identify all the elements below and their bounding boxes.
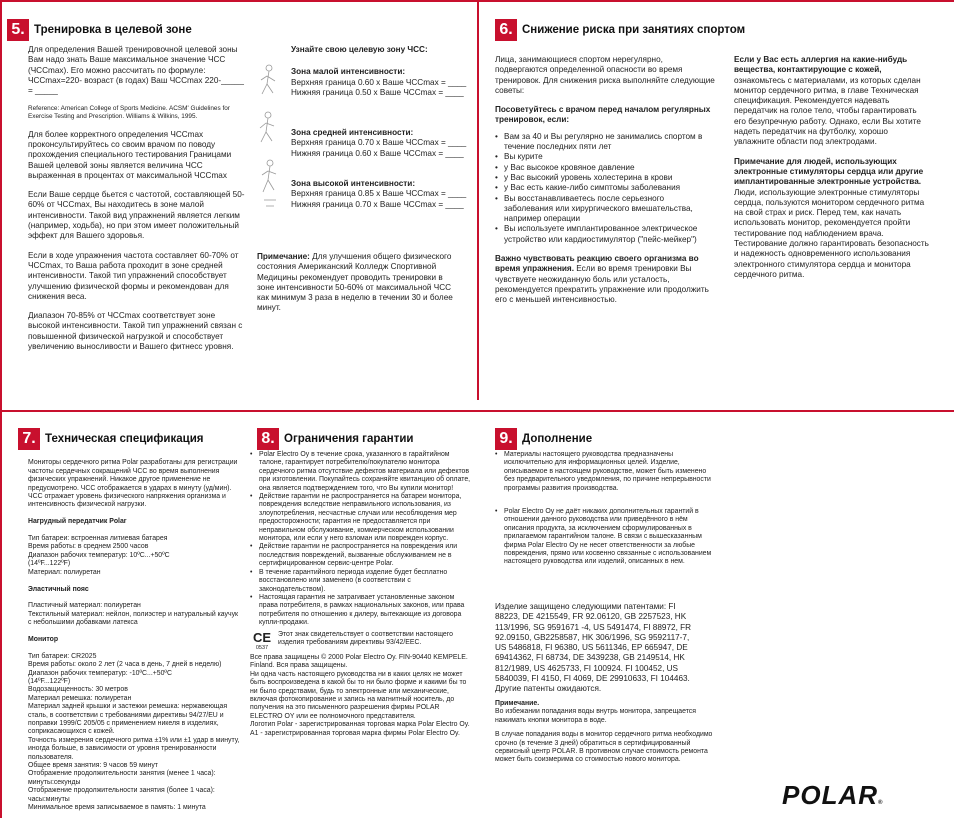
s9-note1: Во избежании попадания воды внутрь монитора, запрещается нажимать кнопки монитора в воде.: [495, 708, 696, 724]
section-8-number: 8.: [257, 428, 279, 450]
s6-feel: Если во время тренировки Вы чувствуете неожиданную боль или усталость, рекомендуется прекратить упражнение или продолжить его с меньшей интенсивностью.: [495, 264, 709, 305]
section-9-header: [495, 428, 592, 450]
s7-mon: Тип батареи: CR2025 Время работы: около 2 лет (2 часа в день, 7 дней в неделю) Диапазон рабочих температур: -10ºC...+50ºC (14ºF...122ºF) Водозащищенность: 30 метров Материал ремешка: полиуретан Материал задней крышки и застежки ремешка: нержавеющая сталь, в соответствии с требованиями директивы 94/27/EU и поправки 1999/С 205/05 с применением никеля в изделиях, соприкасающихся с кожей. Точность измерения сердечного ритма ±1% или ±1 удар в минуту, иногда больше, в зависимости от уровня тренированности пользователя. Общее время занятия: 9 часов 59 минут Отображение продолжительности занятия (менее 1 часа): минуты:секунды Отображение продолжительности занятия (более 1 часа): часы:минуты Минимальное время записываемое в память: 1 минута: [28, 652, 240, 812]
list-item: • Вы используете имплантированное электрическое устройство или кардиостимулятор ("пейс-мейкер"): [495, 224, 715, 245]
section-5-zones: [291, 45, 471, 210]
section-8-text: [250, 451, 472, 738]
list-item: • В течение гарантийного периода изделие будет бесплатно восстановлено или заменено (в соответствии с законодательством).: [250, 569, 472, 594]
s9-list: [495, 451, 717, 567]
list-item: • Вам за 40 и Вы регулярно не занимались спортом в течение последних пяти лет: [495, 132, 715, 153]
section-5-number: 5.: [7, 19, 29, 41]
polar-logo: [782, 780, 883, 811]
s6-pace: Люди, использующие электронные стимуляторы сердца, пользуются монитором сердечного ритма на свой страх и риск. Перед тем, как начать использовать монитор, рекомендуется пройти тестирование под наблюдением врача. Тестирование должно гарантировать безопасность и надежность одновременного использования электронного стимулятора сердца и монитора сердечного ритма.: [734, 187, 929, 279]
high-zone-title: Зона высокой интенсивности:: [291, 179, 416, 189]
section-9-title: Дополнение: [522, 433, 593, 445]
high-zone-lower: Нижняя граница 0.70 x Ваше ЧССmax = ____: [291, 199, 464, 209]
ce-block: [250, 631, 472, 652]
list-item: • Polar Electro Oy в течение срока, указанного в гарайтийном талоне, гарантирует потребителю/покупателю монитора сердечного ритма отсутствие дефектов материала или дефектов при изготовлении. Покупайтесь сохраняйте квитанцию об оплате, она является подтверждением того, что Вы купили монитор!: [250, 451, 472, 493]
runner-figure: [252, 60, 286, 215]
s6-allergy-bold: Если у Вас есть аллергия на какие-нибудь вещества, контактирующие с кожей,: [734, 55, 908, 75]
ce-mark: [250, 631, 274, 652]
list-item: • Polar Electro Oy не даёт никаких дополнительных гарантий в отношении данного руководства или приведённого в нём описания продукта, за исключением сформулированных в прилагаемом гарантийном талоне. В связи с вышесказанным фирма Polar Electro Oy не несет ответственности за любые повреждения, прямо или косвенно связанные с использованием настоящего руководства или изделий, описанных в нем.: [495, 508, 717, 567]
section-6-left: [495, 55, 715, 315]
section-5-header: [7, 19, 192, 41]
section-9-number: 9.: [495, 428, 517, 450]
section-8-title: Ограничения гарантии: [284, 433, 414, 445]
section-7-text: [28, 451, 240, 821]
s6-allergy: ознакомьтесь с материалами, из которых сделан монитор сердечного ритма, в главе Техническая спецификация. Рекомендуется надевать передатчик на голое тело, чтобы гарантировать его безупречную работу. Однако, если Вы хотите надеть передатчик на футболку, хорошо увлажните области под электродами.: [734, 75, 921, 147]
high-zone-upper: Верхняя граница 0.85 x Ваше ЧССmax = ____: [291, 189, 467, 199]
section-6-right: [734, 55, 930, 289]
ce-logo: CE: [252, 629, 272, 645]
ce-text: Этот знак свидетельствует о соответствии настоящего изделия требованиям директивы 93/42/EEC.: [278, 630, 453, 646]
zones-title: Узнайте свою целевую зону ЧСС:: [291, 45, 428, 54]
section-7-number: 7.: [18, 428, 40, 450]
ce-number: 0537: [255, 644, 269, 651]
s9-patents: Изделие защищено следующими патентами: FI 88223, DE 4215549, FR 92.06120, GB 2257523, HK 113/1996, SG 9591671 -4, US 5491474, FI 88972, FR 92.09150, GB2258587, HK 306/1996, SG 9592117-7, US 5486818, FI 96380, US 5611346, EP 665947, DE 69414362, FI 68734, DE 3439238, GB 2149514, HK 812/1989, US 4625733, FI 100924. FI 100452, US 5840039, FI 4150, FI 4069, DE 29910633, FI 104463. Другие патенты ожидаются.: [495, 602, 692, 694]
middle-rule: [0, 410, 954, 412]
s6-feel-bold: Важно чувствовать реакцию своего организма во время упражнения.: [495, 254, 699, 274]
s7-intro: Мониторы сердечного ритма Polar разработаны для регистрации частоты сердечных сокращений ЧСС во время выполнения физических упражнений. Никакое другое применение не предусмотрено. ЧСС отображается в ударах в минуту (уд/мин). ЧСС отражает уровень физического напряжения организма и интенсивность физической нагрузки.: [28, 459, 238, 509]
list-item: • Материалы настоящего руководства предназначены исключительно для информационных целей. Изделие, описываемое в настоящем руководстве, может быть изменено без предварительного уведомления, по причине непрерывности программы развития производства.: [495, 451, 717, 493]
s8-list: [250, 451, 472, 628]
registered-mark: ®: [878, 800, 884, 806]
low-zone-title: Зона малой интенсивности:: [291, 67, 406, 77]
section-6-header: [495, 19, 745, 41]
s8-copyright: Все права защищены © 2000 Polar Electro Oy. FIN-90440 KEMPELE. Finland. Вся права защищены. Ни одна часть настоящего руководства ни в каких целях не может быть воспроизведена в какой бы то ни было форме и какими бы то ни было средствами, будь то электронные или механические, включая фотокопирование и запись на магнитный носитель, до получения на это письменного разрешения фирмы POLAR ELECTRO OY или ее полномочного представителя. Логотип Polar - зарегистрированная торговая марка Polar Electro Oy. A1 - зарегистрированная торговая марка фирмы Polar Electro Oy.: [250, 653, 470, 737]
mid-zone-lower: Нижняя граница 0.60 x Ваше ЧССmax = ____: [291, 148, 464, 158]
section-5-title: Тренировка в целевой зоне: [34, 24, 192, 36]
list-item: • у Вас высокое кровяное давление: [495, 163, 715, 173]
section-6-number: 6.: [495, 19, 517, 41]
section-8-header: [257, 428, 414, 450]
polar-logo-text: POLAR: [782, 780, 878, 810]
s7-mon-title: Монитор: [28, 635, 59, 643]
s9-note-title: Примечание.: [495, 700, 540, 707]
section-5-note: [257, 252, 457, 314]
s5-reference: Reference: American College of Sports Medicine. ACSM' Guidelines for Exercise Testing and Prescription. Williams & Wilkins, 1995.: [28, 105, 230, 121]
s5-p4: Если в ходе упражнения частота составляет 60-70% от ЧССmax, то Ваша работа проходит в зоне средней интенсивности. Такой тип упражнений способствует улучшению физической формы и рекомендован для снижения веса.: [28, 250, 239, 301]
s7-belt: Пластичный материал: полиуретан Текстильный материал: нейлон, полиэстер и натуральный каучук с небольшими добавками латекса: [28, 602, 239, 627]
section-7-title: Техническая спецификация: [45, 433, 204, 445]
list-item: • у Вас высокий уровень холестерина в крови: [495, 173, 715, 183]
s5-note-label: Примечание:: [257, 252, 310, 261]
mid-zone-upper: Верхняя граница 0.70 x Ваше ЧССmax = ____: [291, 138, 467, 148]
s5-p5: Диапазон 70-85% от ЧССmax соответствует зоне высокой интенсивности. Такой тип упражнений связан с повышенной физической нагрузкой и способствует увеличению выносливости и Вашего фитнесс уровня.: [28, 311, 243, 352]
s7-tx: Тип батареи: встроенная литиевая батарея Время работы: в среднем 2500 часов Диапазон рабочих температур: 10ºC...+50ºC (14ºF...122ºF) Материал: полиуретан: [28, 535, 170, 576]
list-item: • Действие гарантии не распространяется на повреждения или последствия повреждений, вызванные обслуживанием не в сертифицированном сервис-центре Polar.: [250, 543, 472, 568]
list-item: • Настоящая гарантия не затрагивает установленные законом права потребителя, в рамках национальных законов, или права потребителя по отношению к дилеру, вытекающие из договора купли-продажи.: [250, 594, 472, 628]
s5-note-text: Для улучшения общего физического состояния Американский Колледж Спортивной Медицины рекомендует проводить тренировки в зоне интенсивности 50-60% от максимальной ЧСС как минимум 3 раза в неделю в течении 30 и более минут.: [257, 252, 453, 313]
s6-consult: Посоветуйтесь с врачом перед началом регулярных тренировок, если:: [495, 105, 711, 125]
left-rule: [0, 0, 2, 818]
section-7-header: [18, 428, 204, 450]
list-item: • Действие гарантии не распространяется на батареи монитора, повреждения вследствие неправильного использования, из злоупотребления, несчастные случаи или несоблюдения мер предосторожности; гарантия не предоставляется при неправильном обслуживание, коммерческом использовании монитора, или если у него взломан или поврежден корпус.: [250, 493, 472, 543]
section-9-note: [495, 700, 717, 771]
s6-pace-bold: Примечание для людей, использующих электронные стимуляторы сердца или другие имплантированные электронные устройства.: [734, 156, 924, 187]
s6-intro: Лица, занимающиеся спортом нерегулярно, подвергаются определенной опасности во время тренировок. Для снижения риска выполняйте следующие советы:: [495, 55, 715, 95]
top-rule: [0, 0, 954, 2]
s6-risk-list: [495, 132, 715, 245]
s5-p2: Для более корректного определения ЧССmax проконсультируйтесь со своим врачом по поводу прохождения специального тестирования Границами Вашей целевой зоны является величина ЧСС выраженная в процентах от максимальной ЧССmax: [28, 129, 232, 180]
low-zone-lower: Нижняя граница 0.50 x Ваше ЧССmax = ____: [291, 87, 464, 97]
low-zone-upper: Верхняя граница 0.60 x Ваше ЧССmax = ____: [291, 77, 467, 87]
list-item: • Вы восстанавливаетесь после серьезного заболевания или хирургического вмешательства, например операции: [495, 194, 715, 225]
s9-note2: В случае попадания воды в монитор сердечного ритма необходимо срочно (в течение 3 дней) обратиться в сертифицированный сервисный центр POLAR. В противном случае стоимость ремонта может быть соизмерима со стоимостью нового монитора.: [495, 731, 713, 764]
section-9-list: [495, 451, 717, 567]
s5-p3: Если Ваше сердце бьется с частотой, составляющей 50-60% от ЧССmax, Вы находитесь в зоне малой интенсивности. Такой вид упражнений является легким (например, ходьба), но при этом имеет положительный эффект для Вашего здоровья.: [28, 190, 245, 241]
s5-intro: Для определения Вашей тренировочной целевой зоны Вам надо знать Ваше максимальное значение ЧСС (ЧССmax). Его можно рассчитать по формуле: ЧССmax=220- возраст (в годах) Ваш ЧССmax 220-_____ = _____: [28, 45, 244, 96]
list-item: • Вы курите: [495, 152, 715, 162]
s7-belt-title: Эластичный пояс: [28, 585, 89, 593]
divider-top: [477, 0, 479, 400]
s7-tx-title: Нагрудный передатчик Polar: [28, 518, 127, 526]
section-6-title: Снижение риска при занятиях спортом: [522, 24, 746, 36]
list-item: • у Вас есть какие-либо симптомы заболевания: [495, 183, 715, 193]
mid-zone-title: Зона средней интенсивности:: [291, 128, 414, 138]
section-5-text: [28, 45, 246, 361]
